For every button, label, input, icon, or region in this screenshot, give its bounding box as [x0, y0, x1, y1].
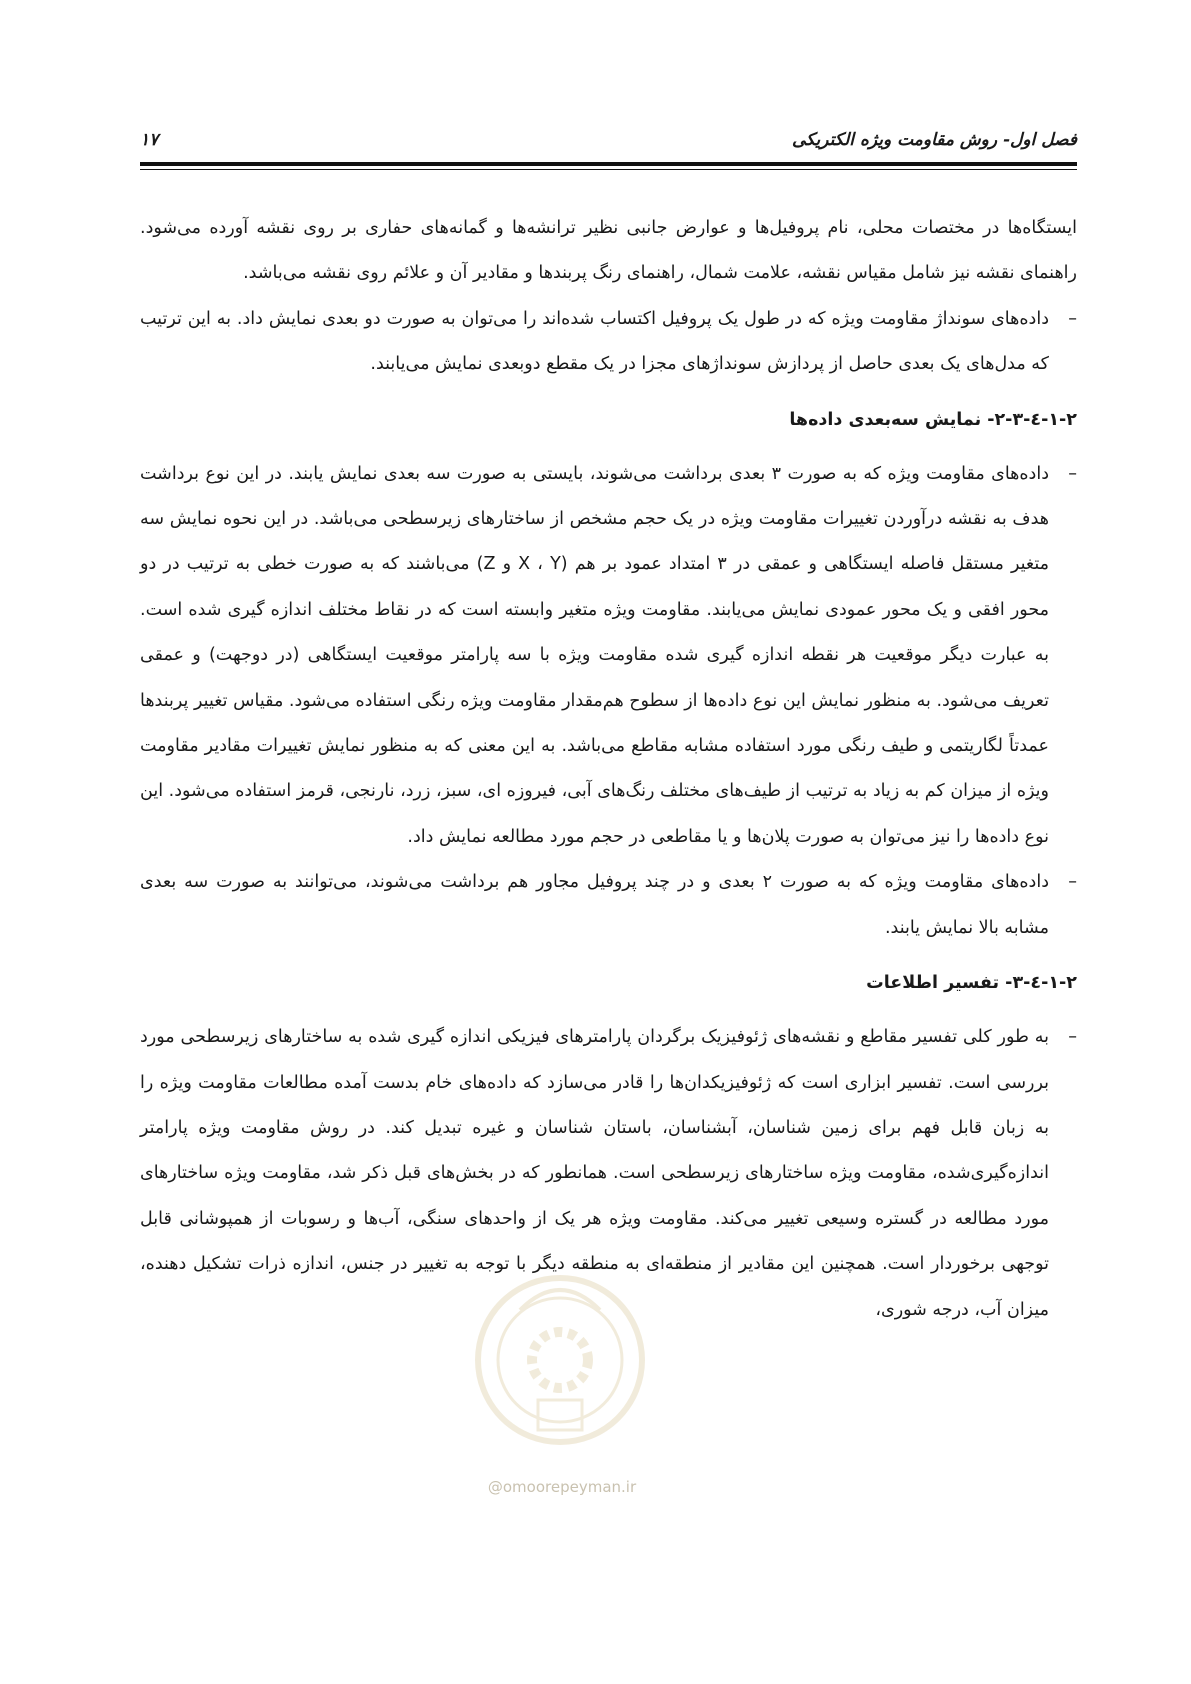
bullet-item-3d-1 [140, 452, 1077, 861]
header-rule-thin [140, 169, 1077, 170]
chapter-title: فصل اول- روش مقاومت ویژه الکتریکی [791, 130, 1077, 150]
bullet-item-3d-2 [140, 860, 1077, 951]
page-number: ۱۷ [140, 130, 159, 150]
paragraph-intro: ایستگاه‌ها در مختصات محلی، نام پروفیل‌ها و عوارض جانبی نظیر ترانشه‌ها و گمانه‌های حفاری بر روی نقشه آورده می‌شود. راهنمای نقشه نیز شامل مقیاس نقشه، علامت شمال، راهنمای رنگ پربندها و مقادیر آن و علائم روی نقشه می‌باشد. [140, 218, 1077, 284]
bullet-dash: – [1068, 1027, 1077, 1048]
bullet-text: داده‌های مقاومت ویژه که به صورت ۲ بعدی و در چند پروفیل مجاور هم برداشت می‌شوند، می‌توانند به صورت سه بعدی مشابه بالا نمایش یابند. [140, 872, 1050, 938]
bullet-dash: – [1068, 308, 1077, 329]
header-rule-thick [140, 162, 1077, 166]
bullet-dash: – [1068, 463, 1077, 484]
bullet-item-2d [140, 297, 1077, 388]
bullet-text: به طور کلی تفسیر مقاطع و نقشه‌های ژئوفیزیک برگردان پارامترهای فیزیکی اندازه گیری شده به ساختارهای زیرسطحی مورد بررسی است. تفسیر ابزاری است که ژئوفیزیکدان‌ها را قادر می‌سازد که داده‌های خام بدست آمده مطالعات مقاومت ویژه را به زبان قابل فهم برای زمین شناسان، آبشناسان، باستان شناسان و غیره تبدیل کند. در روش مقاومت ویژه پارامتر اندازه‌گیری‌شده، مقاومت ویژه ساختارهای زیرسطحی است. همانطور که در بخش‌های قبل ذکر شد، مقاومت ویژه ساختارهای مورد مطالعه در گستره وسیعی تغییر می‌کند. مقاومت ویژه هر یک از واحدهای سنگی، آب‌ها و رسوبات از همپوشانی قابل توجهی برخوردار است. همچنین این مقادیر از منطقه‌ای به منطقه دیگر با توجه به تغییر در جنس، اندازه ذرات تشکیل دهنده، میزان آب، درجه شوری، [140, 1027, 1049, 1320]
section-heading-3d-display: ۱-۲-٤-۲-۳- نمایش سه‌بعدی داده‌ها [789, 409, 1077, 430]
running-header [140, 128, 1077, 158]
section-heading-interpretation: ۱-۲-٤-۳- تفسیر اطلاعات [866, 973, 1077, 994]
watermark-seal-icon [460, 1250, 660, 1480]
body-text [140, 206, 1077, 1333]
bullet-text: داده‌های مقاومت ویژه که به صورت ۳ بعدی برداشت می‌شوند، بایستی به صورت سه بعدی نمایش یابند. در این نوع برداشت هدف به نقشه درآوردن تغییرات مقاومت ویژه در یک حجم مشخص از ساختارهای زیرسطحی می‌باشد. در این نحوه نمایش سه متغیر مستقل فاصله ایستگاهی و عمقی در ۳ امتداد عمود بر هم (X ، Y و Z) می‌باشند که به صورت خطی به ترتیب در دو محور افقی و یک محور عمودی نمایش می‌یابند. مقاومت ویژه متغیر وابسته است که در نقاط مختلف اندازه گیری شده است. به عبارت دیگر موقعیت هر نقطه اندازه گیری شده مقاومت ویژه با سه پارامتر موقعیت ایستگاهی (در دوجهت) و عمقی تعریف می‌شود. به منظور نمایش این نوع داده‌ها از سطوح هم‌مقدار مقاومت ویژه رنگی استفاده می‌شود. مقیاس تغییر پربندها عمدتاً لگاریتمی و طیف رنگی مورد استفاده مشابه مقاطع می‌باشد. به این معنی که به منظور نمایش تغییرات مقادیر مقاومت ویژه از میزان کم به زیاد به ترتیب از طیف‌های مختلف رنگ‌های آبی، فیروزه ای، سبز، زرد، نارنجی، قرمز استفاده می‌شود. این نوع داده‌ها را نیز می‌توان به صورت پلان‌ها و یا مقاطعی در حجم مورد مطالعه نمایش داد. [140, 463, 1049, 847]
watermark-text: @omoorepeyman.ir [487, 1478, 637, 1496]
bullet-dash: – [1068, 872, 1077, 893]
bullet-text: داده‌های سونداژ مقاومت ویژه که در طول یک پروفیل اکتساب شده‌اند را می‌توان به صورت دو بعدی نمایش داد. به این ترتیب که مدل‌های یک بعدی حاصل از پردازش سونداژهای مجزا در یک مقطع دوبعدی نمایش می‌یابند. [140, 308, 1049, 375]
